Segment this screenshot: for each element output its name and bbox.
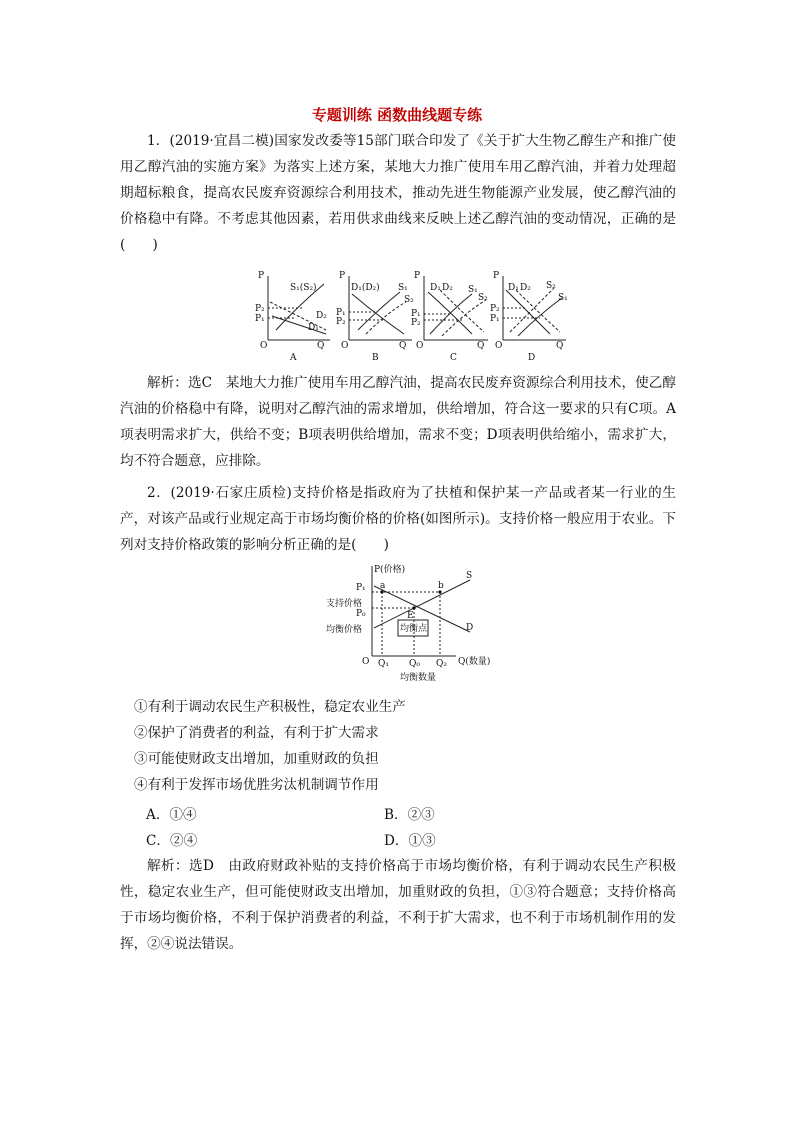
svg-text:S₂: S₂ bbox=[478, 293, 488, 303]
svg-text:Q₂: Q₂ bbox=[436, 659, 447, 669]
svg-text:D₂: D₂ bbox=[520, 283, 531, 293]
svg-text:Q: Q bbox=[317, 341, 325, 351]
svg-text:O: O bbox=[495, 341, 503, 351]
svg-text:a: a bbox=[380, 581, 386, 591]
question-2-analysis: 解析：选D 由政府财政补贴的支持价格高于市场均衡价格，有利于调动农民生产积极性，稳定农业生产，但可能使财政支出增加，加重财政的负担，①③符合题意；支持价格高于市场均衡价格，不利于保护消费者的利益，不利于扩大需求，也不利于市场机制作用的发挥，②④说法错误。 bbox=[120, 858, 676, 952]
question-1-analysis: 解析：选C 某地大力推广使用车用乙醇汽油，提高农民废弃资源综合利用技术，使乙醇汽油的价格稳中有降，说明对乙醇汽油的需求增加，供给增加，符合这一要求的只有C项。A项表明需求扩大，供给不变；B项表明供给增加，需求不变；D项表明供给缩小，需求扩大，均不符合题意，应排除。 bbox=[120, 375, 676, 469]
svg-text:支持价格: 支持价格 bbox=[326, 599, 363, 609]
svg-text:Q₁: Q₁ bbox=[378, 659, 389, 669]
svg-text:均衡数量: 均衡数量 bbox=[400, 673, 437, 683]
svg-text:Q: Q bbox=[399, 341, 407, 351]
statement-4: ④有利于发挥市场优胜劣汰机制调节作用 bbox=[134, 777, 379, 793]
svg-text:D: D bbox=[466, 623, 474, 633]
svg-text:S₂: S₂ bbox=[404, 295, 414, 305]
option-d: D．①③ bbox=[384, 833, 436, 849]
svg-text:D₂: D₂ bbox=[442, 283, 453, 293]
svg-text:P₂: P₂ bbox=[490, 304, 500, 314]
svg-text:P₁: P₁ bbox=[356, 583, 366, 593]
svg-text:均衡价格: 均衡价格 bbox=[326, 625, 363, 635]
svg-text:b: b bbox=[438, 581, 444, 591]
svg-text:P: P bbox=[339, 271, 346, 281]
question-2-text: 2．(2019·石家庄质检)支持价格是指政府为了扶植和保护某一产品或者某一行业的生产，对该产品或行业规定高于市场均衡价格的价格(如图所示)。支持价格一般应用于农业。下列对支持价格政策的影响分析正确的是( ) bbox=[120, 485, 676, 553]
svg-text:S₁: S₁ bbox=[468, 285, 478, 295]
svg-text:D₁: D₁ bbox=[508, 283, 519, 293]
svg-text:S: S bbox=[466, 571, 473, 581]
svg-text:B: B bbox=[372, 353, 379, 363]
svg-text:S₁(S₂): S₁(S₂) bbox=[290, 283, 317, 293]
svg-text:S₂: S₂ bbox=[546, 281, 556, 291]
option-c: C．②④ bbox=[146, 833, 198, 849]
svg-text:均衡点: 均衡点 bbox=[400, 624, 428, 634]
svg-text:P(价格): P(价格) bbox=[374, 565, 406, 575]
svg-text:P₂: P₂ bbox=[336, 317, 346, 327]
svg-text:S₁: S₁ bbox=[398, 283, 408, 293]
svg-text:O: O bbox=[416, 341, 424, 351]
svg-text:E: E bbox=[407, 611, 414, 621]
q2-graph bbox=[0, 560, 794, 690]
svg-text:O: O bbox=[362, 657, 370, 667]
svg-text:Q₀: Q₀ bbox=[409, 659, 420, 669]
statement-1: ①有利于调动农民生产积极性，稳定农业生产 bbox=[134, 699, 406, 715]
q1-graphs bbox=[0, 268, 794, 368]
svg-text:P₂: P₂ bbox=[411, 318, 421, 328]
statement-2: ②保护了消费者的利益，有利于扩大需求 bbox=[134, 725, 379, 741]
question-1-text: 1．(2019·宜昌二模)国家发改委等15部门联合印发了《关于扩大生物乙醇生产和推广使用乙醇汽油的实施方案》为落实上述方案，某地大力推广使用车用乙醇汽油，并着力处理超期超标粮食，提高农民废弃资源综合利用技术，推动先进生物能源产业发展，使乙醇汽油的价格稳中有降。不考虑其他因素，若用供求曲线来反映上述乙醇汽油的变动情况，正确的是( ) bbox=[120, 133, 676, 253]
svg-text:D₂: D₂ bbox=[316, 311, 327, 321]
svg-text:D₁: D₁ bbox=[430, 283, 441, 293]
svg-text:P: P bbox=[493, 271, 500, 281]
svg-text:O: O bbox=[260, 341, 268, 351]
svg-text:D: D bbox=[528, 353, 536, 363]
statement-3: ③可能使财政支出增加，加重财政的负担 bbox=[134, 751, 379, 767]
svg-text:S₁: S₁ bbox=[558, 293, 568, 303]
svg-text:Q: Q bbox=[556, 341, 564, 351]
svg-text:P₁: P₁ bbox=[255, 314, 265, 324]
svg-text:Q: Q bbox=[477, 341, 485, 351]
svg-text:P₁: P₁ bbox=[411, 309, 421, 319]
svg-text:C: C bbox=[450, 353, 457, 363]
svg-text:O: O bbox=[341, 341, 349, 351]
svg-text:A: A bbox=[290, 353, 297, 363]
svg-text:P₂: P₂ bbox=[255, 304, 265, 314]
option-a: A．①④ bbox=[146, 807, 197, 823]
svg-text:P: P bbox=[414, 271, 421, 281]
svg-text:P₁: P₁ bbox=[336, 308, 346, 318]
page-title: 专题训练 函数曲线题专练 bbox=[311, 106, 483, 124]
svg-text:Q(数量): Q(数量) bbox=[458, 657, 491, 667]
svg-text:D₁: D₁ bbox=[308, 323, 319, 333]
svg-text:D₁(D₂): D₁(D₂) bbox=[351, 283, 380, 293]
svg-text:P₀: P₀ bbox=[356, 609, 366, 619]
option-b: B．②③ bbox=[384, 807, 435, 823]
svg-text:P₁: P₁ bbox=[490, 314, 500, 324]
svg-text:P: P bbox=[258, 271, 265, 281]
